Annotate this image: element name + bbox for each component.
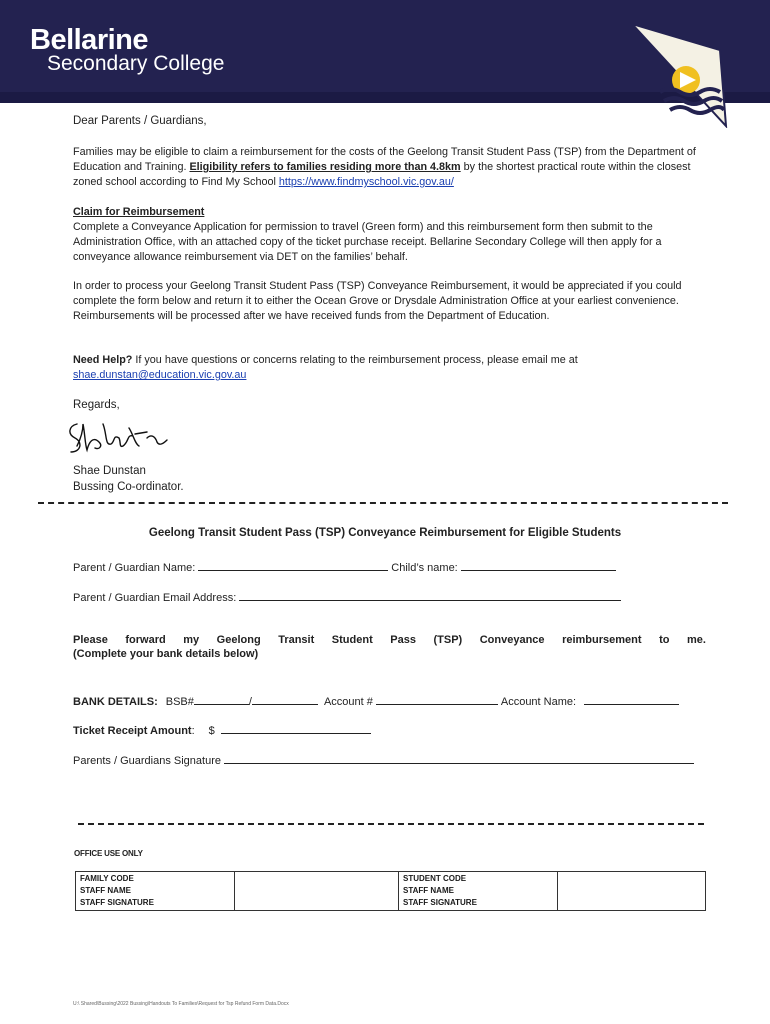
email-label: Parent / Guardian Email Address: — [73, 592, 237, 604]
forward-word: reimbursement — [562, 634, 642, 646]
school-name: Bellarine — [30, 24, 148, 56]
regards: Regards, — [73, 399, 120, 411]
ticket-amount-label: Ticket Receipt Amount — [73, 725, 192, 737]
forward-word: forward — [125, 634, 166, 646]
college-sail-logo — [630, 22, 740, 128]
bank-details-label: BANK DETAILS: — [73, 696, 158, 708]
forward-word: Geelong — [216, 634, 261, 646]
forward-word: Pass — [390, 634, 416, 646]
account-number-field[interactable] — [376, 694, 498, 705]
office-left-values[interactable] — [235, 872, 399, 911]
eligibility-text-b: by the shortest practical route within the closest zoned school according to Find My School — [73, 161, 691, 188]
staff-name-label: STAFF NAME — [80, 886, 131, 895]
account-name-label: Account Name: — [500, 696, 577, 708]
signer-block — [73, 463, 184, 495]
forward-word: me. — [686, 634, 706, 646]
find-my-school-link[interactable]: https://www.findmyschool.vic.gov.au/ — [278, 176, 454, 188]
process-paragraph: In order to process your Geelong Transit Student Pass (TSP) Conveyance Reimbursement, it would be appreciated if you could complete the form below and return it to either the Ocean Grove or Drysdale Administration Office at your earliest convenience. Reimbursements will be processed after we have received funds from the Department of Education. — [73, 280, 682, 322]
school-subtitle: Secondary College — [47, 52, 225, 75]
parent-name-label: Parent / Guardian Name: — [73, 562, 196, 574]
family-code-label: FAMILY CODE — [80, 874, 134, 883]
forward-word: my — [183, 634, 200, 646]
forward-word: (TSP) — [433, 634, 463, 646]
ticket-amount-colon: : — [191, 725, 195, 737]
signature-label: Parents / Guardians Signature — [73, 755, 221, 767]
office-cut-line — [78, 823, 704, 825]
eligibility-text-a: Families may be eligible to claim a reimbursement for the costs of the Geelong Transit Student Pass (TSP) from the Department of Education and Training. — [73, 146, 696, 173]
forward-word: Conveyance — [479, 634, 545, 646]
bsb-label: BSB# — [165, 696, 194, 708]
claim-section — [73, 205, 713, 265]
signature-row — [73, 753, 697, 767]
signer-name: Shae Dunstan — [73, 465, 146, 477]
bsb-separator: / — [248, 696, 252, 708]
forward-word: Transit — [278, 634, 315, 646]
staff-signature-label: STAFF SIGNATURE — [80, 898, 154, 907]
bsb-field-2[interactable] — [252, 694, 318, 705]
footer-file-path: U:\ Shared\Bussing\2022 Bussing\Handouts To Families\Request for Tsp Refund Form Data.Docx — [73, 1001, 289, 1007]
account-number-label: Account # — [323, 696, 373, 708]
bsb-field-1[interactable] — [194, 694, 249, 705]
cut-line — [38, 502, 728, 504]
office-left-labels — [76, 872, 235, 911]
forward-line — [73, 634, 706, 646]
salutation: Dear Parents / Guardians, — [73, 115, 207, 127]
forward-word: Please — [73, 634, 108, 646]
ticket-amount-field[interactable] — [221, 723, 371, 734]
office-right-values[interactable] — [558, 872, 706, 911]
forward-instruction — [73, 634, 706, 660]
form-title: Geelong Transit Student Pass (TSP) Conveyance Reimbursement for Eligible Students — [148, 527, 622, 539]
email-field[interactable] — [239, 590, 621, 601]
email-row — [73, 590, 624, 604]
need-help-text: If you have questions or concerns relating to the reimbursement process, please email me at — [132, 354, 578, 366]
child-name-field[interactable] — [461, 560, 616, 571]
forward-word: Student — [331, 634, 373, 646]
office-use-label: OFFICE USE ONLY — [74, 849, 143, 858]
contact-email-link[interactable]: shae.dunstan@education.vic.gov.au — [73, 369, 247, 381]
need-help-paragraph — [73, 353, 713, 383]
eligibility-paragraph — [73, 145, 713, 190]
office-right-labels — [399, 872, 558, 911]
staff-signature-label-2: STAFF SIGNATURE — [403, 898, 477, 907]
claim-text: Complete a Conveyance Application for permission to travel (Green form) and this reimbursement form then submit to the Administration Office, with an attached copy of the ticket purchase receipt. Bellarine Secondary College will then apply for a conveyance allowance reimbursement via DET on the families’ behalf. — [73, 221, 662, 263]
name-row — [73, 560, 619, 574]
signer-title: Bussing Co-ordinator. — [73, 481, 184, 493]
dollar-sign: $ — [208, 725, 215, 737]
ticket-amount-row — [73, 723, 374, 737]
need-help-heading: Need Help? — [73, 354, 133, 366]
office-use-table — [75, 871, 706, 911]
student-code-label: STUDENT CODE — [403, 874, 467, 883]
forward-line-2: (Complete your bank details below) — [73, 648, 259, 660]
child-name-label: Child’s name: — [391, 562, 458, 574]
forward-word: to — [659, 634, 670, 646]
account-name-field[interactable] — [584, 694, 679, 705]
handwritten-signature — [63, 416, 173, 458]
staff-name-label-2: STAFF NAME — [403, 886, 454, 895]
eligibility-bold: Eligibility refers to families residing more than 4.8km — [189, 161, 461, 173]
parent-name-field[interactable] — [198, 560, 388, 571]
bank-details-row — [73, 694, 682, 708]
claim-heading: Claim for Reimbursement — [73, 206, 205, 218]
signature-field[interactable] — [224, 753, 694, 764]
